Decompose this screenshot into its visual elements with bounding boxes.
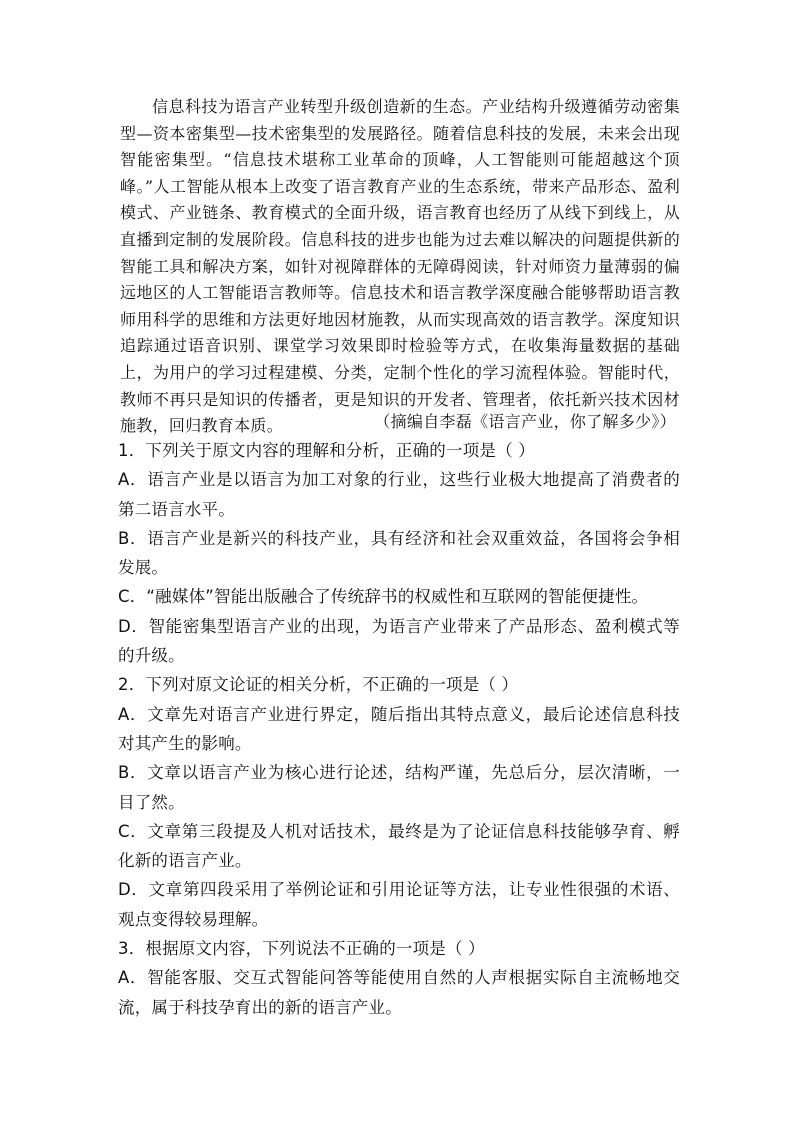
question-2: [118, 670, 680, 934]
option-b: B．语言产业是新兴的科技产业，具有经济和社会双重效益，各国将会争相发展。: [118, 528, 680, 578]
option-c: C．文章第三段提及人机对话技术，最终是为了论证信息科技能够孕育、孵化新的语言产业。: [118, 821, 680, 871]
option-a: A．智能客服、交互式智能问答等能使用自然的人声根据实际自主流畅地交流，属于科技孕育出的新的语言产业。: [118, 968, 680, 1017]
question-1: [118, 436, 680, 670]
option-d: D．文章第四段采用了举例论证和引用论证等方法，让专业性很强的术语、观点变得较易理解。: [118, 880, 680, 929]
option-d: D．智能密集型语言产业的出现，为语言产业带来了产品形态、盈利模式等的升级。: [118, 616, 680, 666]
option-a: A．语言产业是以语言为加工对象的行业，这些行业极大地提高了消费者的第二语言水平。: [118, 470, 680, 519]
passage-source-citation: （摘编自李磊《语言产业，你了解多少》）: [374, 412, 676, 431]
question-stem: 1．下列关于原文内容的理解和分析，正确的一项是（ ）: [118, 441, 535, 460]
question-list: [118, 436, 680, 1022]
question-stem: 3．根据原文内容，下列说法不正确的一项是（ ）: [118, 939, 485, 959]
option-b: B．文章以语言产业为核心进行论述，结构严谨，先总后分，层次清晰，一目了然。: [118, 763, 680, 812]
option-a: A．文章先对语言产业进行界定，随后指出其特点意义，最后论述信息科技对其产生的影响。: [118, 704, 680, 753]
reading-passage: 信息科技为语言产业转型升级创造新的生态。产业结构升级遵循劳动密集型—资本密集型—技术密集型的发展路径。随着信息科技的发展，未来会出现智能密集型。“信息技术堪称工业革命的顶峰，人工智能则可能超越这个顶峰。”人工智能从根本上改变了语言教育产业的生态系统，带来产品形态、盈利模式、产业链条、教育模式的全面升级，语言教育也经历了从线下到线上，从直播到定制的发展阶段。信息科技的进步也能为过去难以解决的问题提供新的智能工具和解决方案，如针对视障群体的无障碍阅读，针对师资力量薄弱的偏远地区的人工智能语言教师等。信息技术和语言教学深度融合能够帮助语言教师用科学的思维和方法更好地因材施教，从而实现高效的语言教学。深度知识追踪通过语音识别、课堂学习效果即时检验等方式，在收集海量数据的基础上，为用户的学习过程建模、分类，定制个性化的学习流程体验。智能时代，教师不再只是知识的传播者，更是知识的开发者、管理者，依托新兴技术因材施教，回归教育本质。: [120, 97, 680, 436]
question-3: [118, 934, 680, 1022]
option-c: C．“融媒体”智能出版融合了传统辞书的权威性和互联网的智能便捷性。: [118, 587, 649, 607]
question-stem: 2．下列对原文论证的相关分析，不正确的一项是（ ）: [118, 675, 519, 695]
